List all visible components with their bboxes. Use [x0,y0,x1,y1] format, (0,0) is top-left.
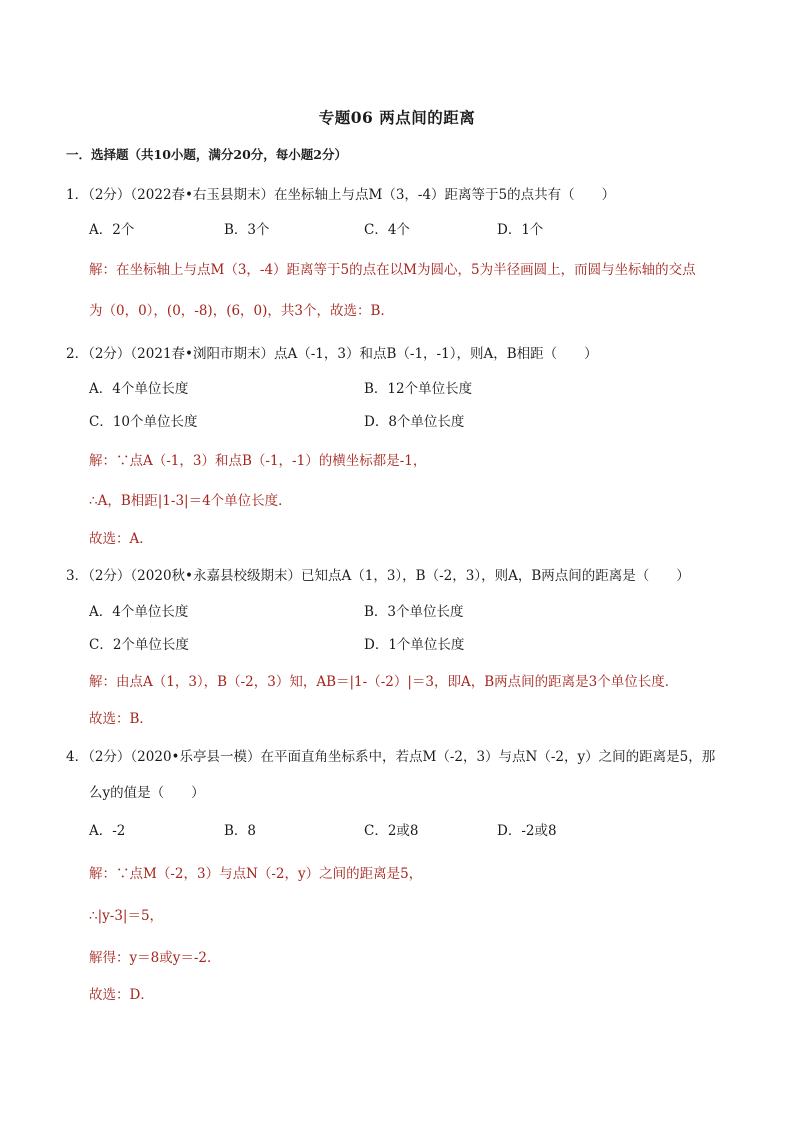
question-3-solution-line: 解：由点A（1，3），B（-2，3）知，AB＝|1-（-2）|＝3，即A，B两点间的距离是3个单位长度． [89,674,679,690]
question-2-stem: 2．（2分）（2021春•浏阳市期末）点A（-1，3）和点B（-1，-1），则A，B相距（ ） [66,346,598,362]
question-2-solution-line: 解：∵点A（-1，3）和点B（-1，-1）的横坐标都是-1， [89,453,427,469]
question-4-option-a: A．-2 [89,823,126,839]
question-4-solution-line: 解得：y＝8或y＝-2． [89,950,221,966]
page-title: 专题06 两点间的距离 [318,108,476,127]
question-4-stem: 4．（2分）（2020•乐亭县一模）在平面直角坐标系中，若点M（-2，3）与点N（-2，y）之间的距离是5，那 [66,749,716,765]
question-1-option-a: A．2个 [89,222,135,238]
question-4-solution-line: 故选：D． [89,987,154,1003]
question-2-option-d: D．8个单位长度 [364,414,465,430]
question-3-option-b: B．3个单位长度 [364,604,464,620]
question-2-option-a: A．4个单位长度 [89,381,189,397]
question-1-solution-line: 解：在坐标轴上与点M（3，-4）距离等于5的点在以M为圆心，5为半径画圆上，而圆与坐标轴的交点 [89,262,696,278]
question-4-stem-continued: 么y的值是（ ） [89,785,205,801]
question-4-option-d: D．-2或8 [497,823,557,839]
question-4-option-c: C．2或8 [364,823,419,839]
question-1-solution-line: 为（0，0），(0，-8)，(6，0)，共3个，故选：B. [89,303,385,319]
question-1-option-d: D．1个 [497,222,544,238]
question-3-option-a: A．4个单位长度 [89,604,189,620]
question-1-option-c: C．4个 [364,222,410,238]
question-4-solution-line: 解：∵点M（-2，3）与点N（-2，y）之间的距离是5， [89,866,423,882]
section-heading: 一．选择题（共10小题，满分20分，每小题2分） [66,147,347,162]
question-1-stem: 1．（2分）（2022春•右玉县期末）在坐标轴上与点M（3，-4）距离等于5的点共有（ ） [66,187,616,203]
question-4-solution-line: ∴|y-3|＝5， [89,908,164,924]
question-3-stem: 3．（2分）（2020秋•永嘉县校级期末）已知点A（1，3），B（-2，3），则A，B两点间的距离是（ ） [66,568,690,584]
question-2-solution-line: ∴A，B相距|1-3|＝4个单位长度． [89,493,292,509]
question-3-option-c: C．2个单位长度 [89,637,189,653]
question-2-solution-line: 故选：A． [89,531,153,547]
question-2-option-b: B．12个单位长度 [364,381,473,397]
question-1-option-b: B．3个 [224,222,270,238]
question-3-solution-line: 故选：B． [89,711,153,727]
question-3-option-d: D．1个单位长度 [364,637,465,653]
question-4-option-b: B．8 [224,823,257,839]
question-2-option-c: C．10个单位长度 [89,414,198,430]
